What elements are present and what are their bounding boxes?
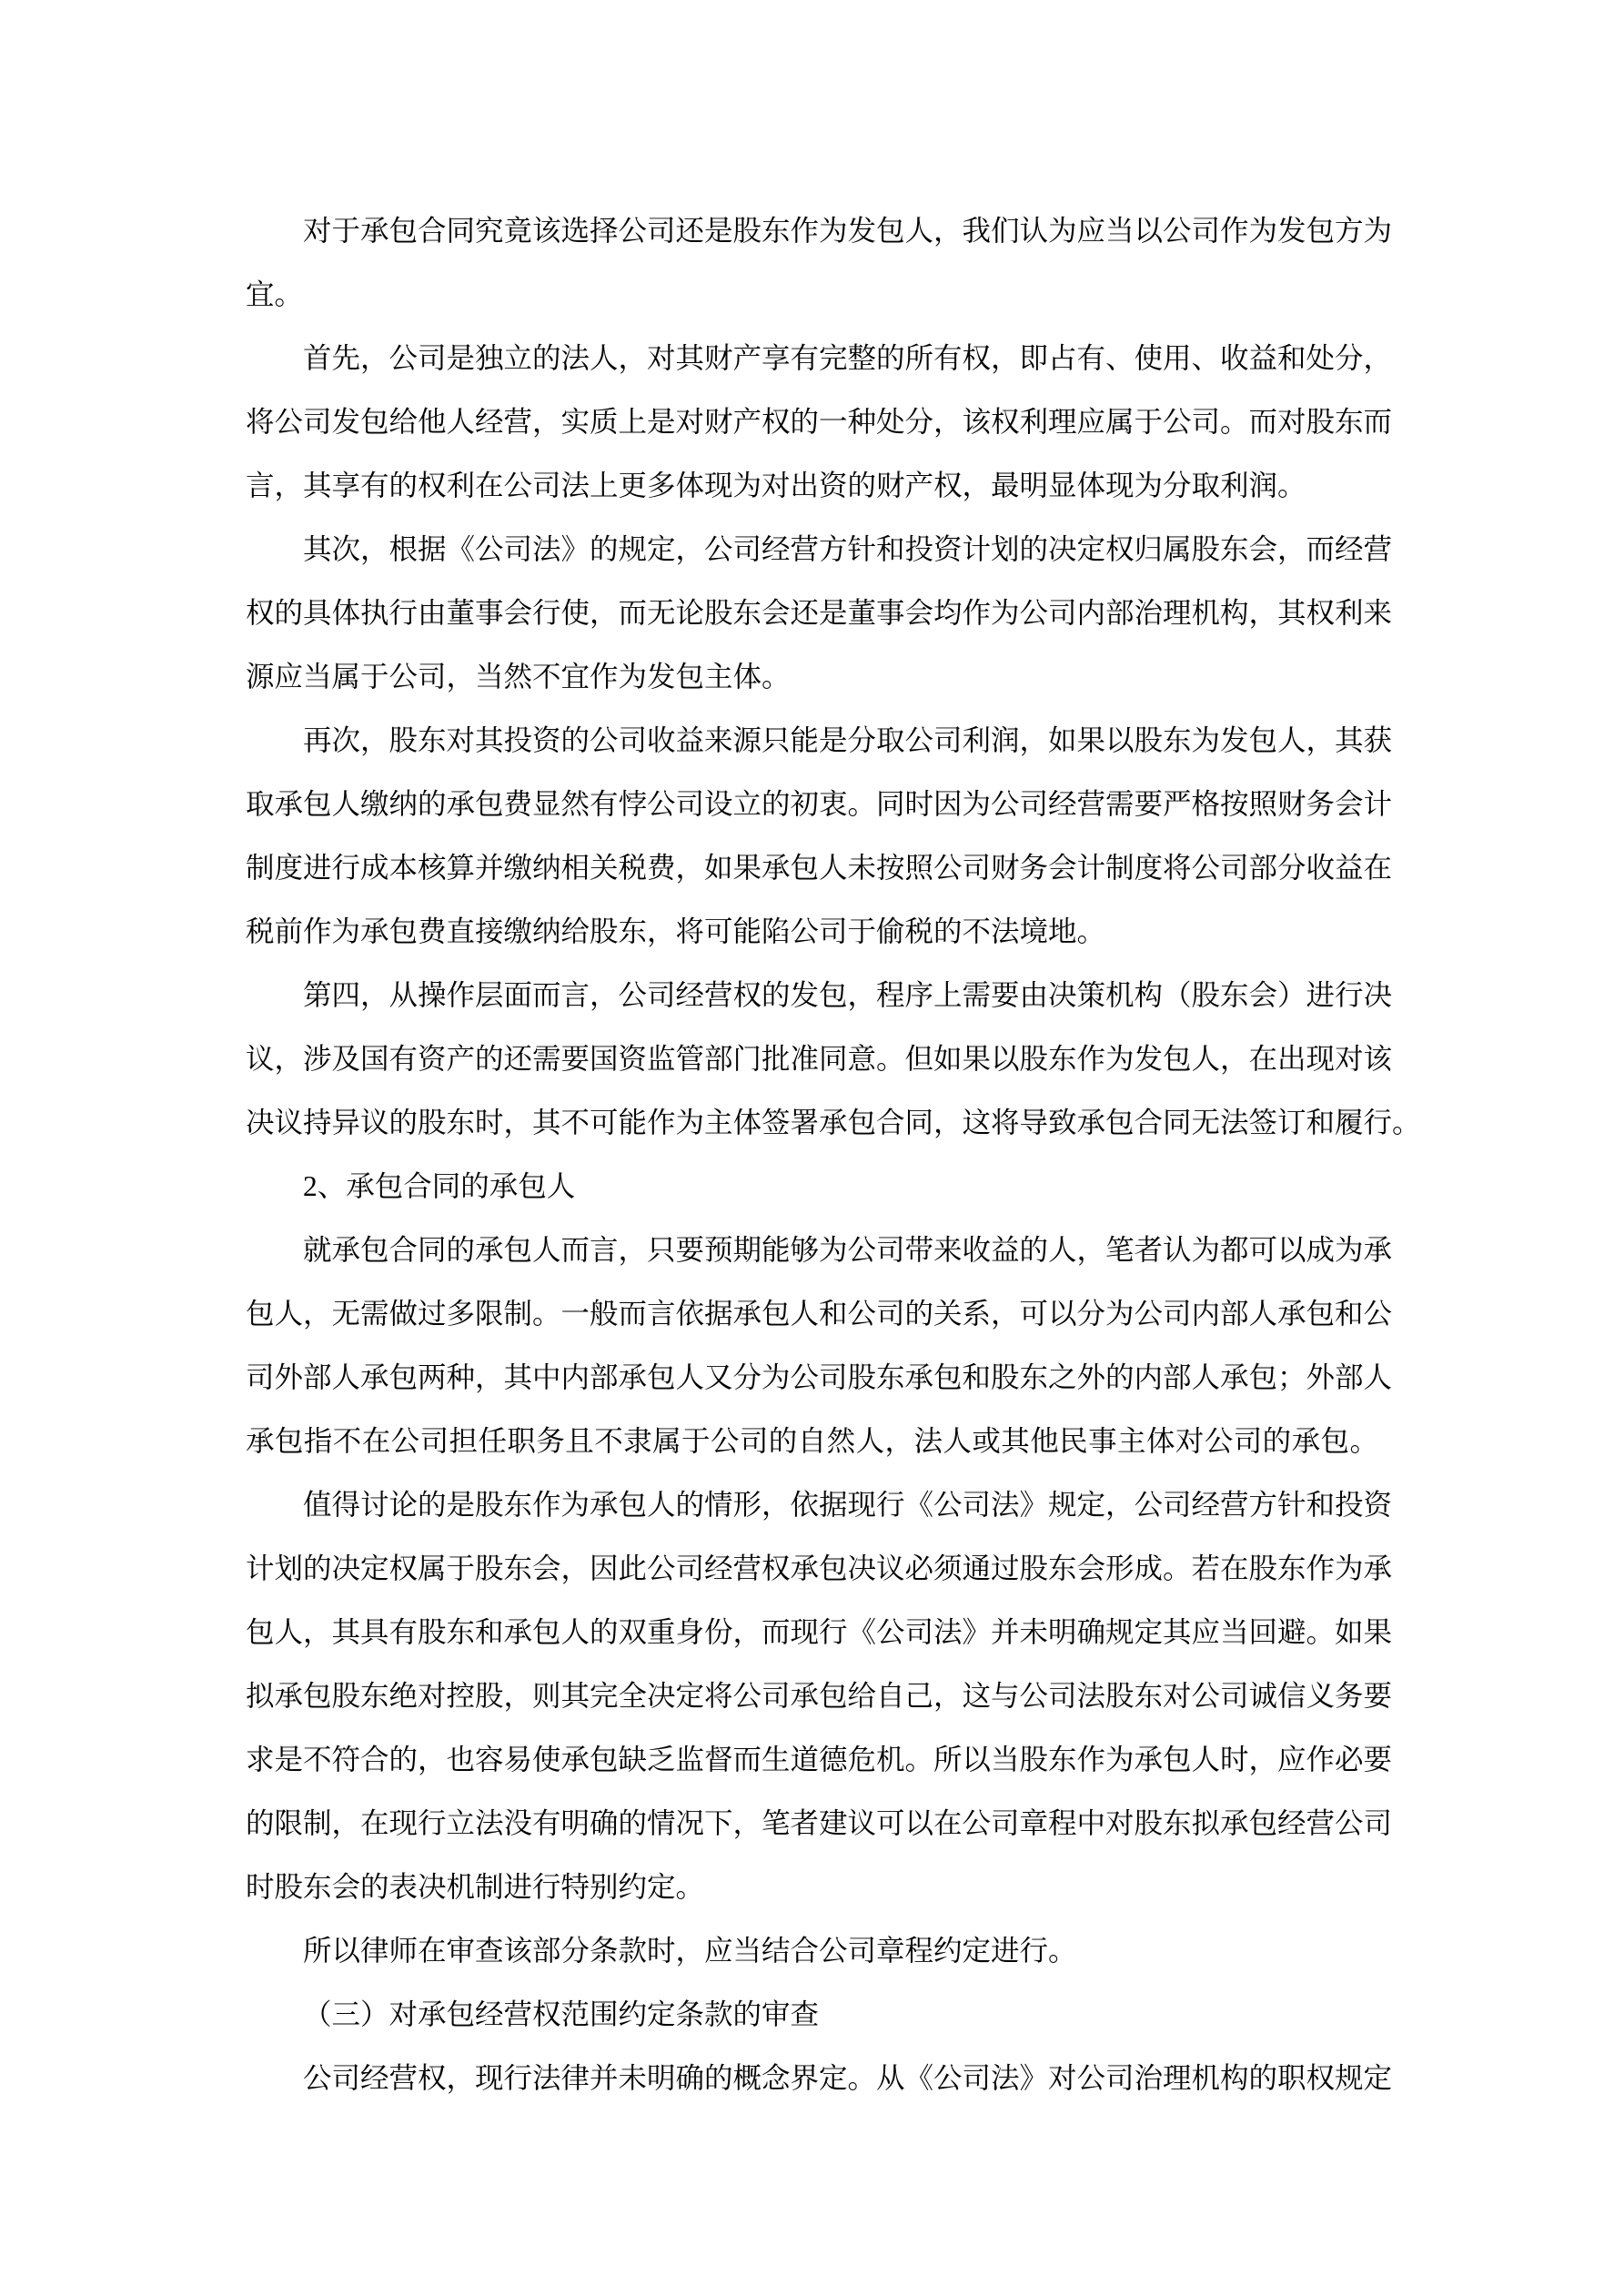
text-line: 2、承包合同的承包人 [303,1170,576,1202]
text-line: 时股东会的表决机制进行特别约定。 [246,1871,705,1903]
text-line: （三）对承包经营权范围约定条款的审查 [303,1998,820,2030]
text-line: 取承包人缴纳的承包费显然有悖公司设立的初衷。同时因为公司经营需要严格按照财务会计 [246,788,1393,820]
body-paragraph [246,199,1393,327]
body-paragraph [246,1473,1393,1919]
text-line: 源应当属于公司，当然不宜作为发包主体。 [246,661,791,693]
text-line: 权的具体执行由董事会行使，而无论股东会还是董事会均作为公司内部治理机构，其权利来 [246,597,1393,629]
text-line: 司外部人承包两种，其中内部承包人又分为公司股东承包和股东之外的内部人承包；外部人 [246,1361,1393,1393]
text-line: 拟承包股东绝对控股，则其完全决定将公司承包给自己，这与公司法股东对公司诚信义务要 [246,1680,1393,1712]
document-body [246,199,1421,2110]
body-paragraph [246,327,1393,518]
heading-paragraph [246,1155,1378,1219]
text-line: 将公司发包给他人经营，实质上是对财产权的一种处分，该权利理应属于公司。而对股东而 [246,406,1393,438]
text-line: 值得讨论的是股东作为承包人的情形，依据现行《公司法》规定，公司经营方针和投资 [303,1489,1393,1521]
text-line: 的限制，在现行立法没有明确的情况下，笔者建议可以在公司章程中对股东拟承包经营公司 [246,1807,1393,1839]
text-line: 宜。 [246,278,304,310]
text-line: 所以律师在审查该部分条款时，应当结合公司章程约定进行。 [303,1935,1077,1967]
text-line: 首先，公司是独立的法人，对其财产享有完整的所有权，即占有、使用、收益和处分， [303,342,1393,374]
body-paragraph [246,1219,1393,1473]
body-paragraph [246,518,1393,709]
text-line: 议，涉及国有资产的还需要国资监管部门批准同意。但如果以股东作为发包人，在出现对该 [246,1043,1393,1075]
text-line: 求是不符合的，也容易使承包缺乏监督而生道德危机。所以当股东作为承包人时，应作必要 [246,1744,1393,1775]
text-line: 公司经营权，现行法律并未明确的概念界定。从《公司法》对公司治理机构的职权规定 [303,2062,1393,2094]
text-line: 言，其享有的权利在公司法上更多体现为对出资的财产权，最明显体现为分取利润。 [246,470,1306,501]
heading-paragraph [246,1983,1378,2047]
text-line: 承包指不在公司担任职务且不隶属于公司的自然人，法人或其他民事主体对公司的承包。 [246,1425,1378,1457]
text-line: 包人，无需做过多限制。一般而言依据承包人和公司的关系，可以分为公司内部人承包和公 [246,1298,1393,1330]
body-paragraph [246,1919,1378,1983]
text-line: 制度进行成本核算并缴纳相关税费，如果承包人未按照公司财务会计制度将公司部分收益在 [246,852,1393,884]
body-paragraph [246,2047,1393,2110]
text-line: 决议持异议的股东时，其不可能作为主体签署承包合同，这将导致承包合同无法签订和履行。 [246,1107,1421,1138]
body-paragraph [246,964,1421,1155]
text-line: 第四，从操作层面而言，公司经营权的发包，程序上需要由决策机构（股东会）进行决 [303,979,1393,1011]
body-paragraph [246,709,1393,964]
text-line: 其次，根据《公司法》的规定，公司经营方针和投资计划的决定权归属股东会，而经营 [303,533,1393,565]
text-line: 包人，其具有股东和承包人的双重身份，而现行《公司法》并未明确规定其应当回避。如果 [246,1616,1393,1648]
text-line: 计划的决定权属于股东会，因此公司经营权承包决议必须通过股东会形成。若在股东作为承 [246,1553,1393,1584]
text-line: 对于承包合同究竟该选择公司还是股东作为发包人，我们认为应当以公司作为发包方为 [303,215,1393,247]
text-line: 再次，股东对其投资的公司收益来源只能是分取公司利润，如果以股东为发包人，其获 [303,724,1393,756]
text-line: 税前作为承包费直接缴纳给股东，将可能陷公司于偷税的不法境地。 [246,915,1106,947]
text-line: 就承包合同的承包人而言，只要预期能够为公司带来收益的人，笔者认为都可以成为承 [303,1234,1393,1266]
